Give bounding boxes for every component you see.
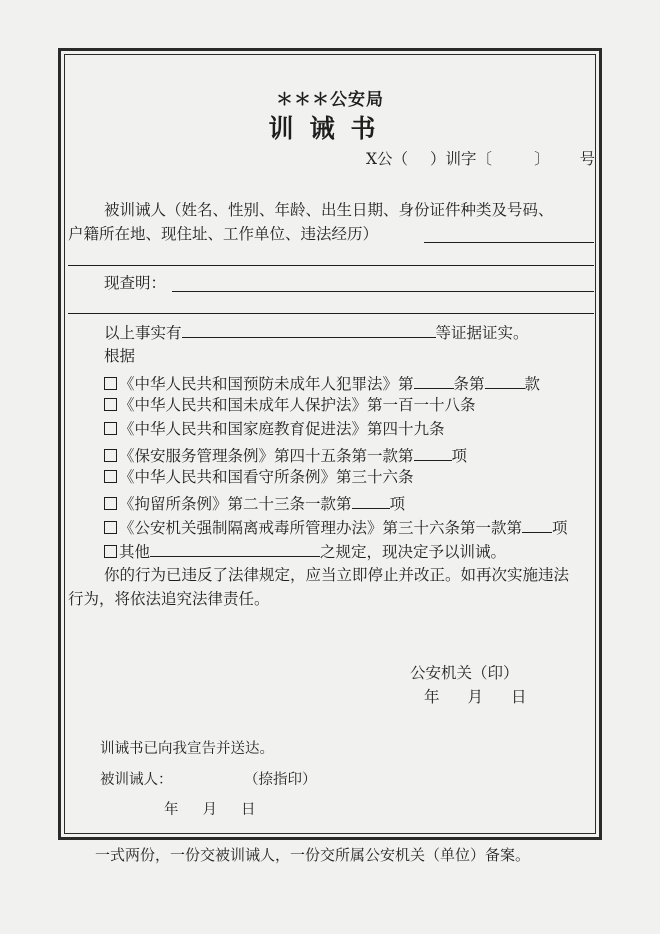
law-checkbox-7[interactable] bbox=[104, 521, 117, 534]
warning-text-2: 行为，将依法追究法律责任。 bbox=[68, 590, 270, 608]
law-item-field-6[interactable] bbox=[352, 494, 390, 509]
law-option-4: 《保安服务管理条例》第四十五条第一款第 项 bbox=[104, 446, 467, 465]
fingerprint-label: （捺指印） bbox=[244, 772, 317, 788]
finding-label: 现查明： bbox=[104, 274, 167, 292]
inner-border bbox=[64, 54, 596, 834]
police-authority-seal: 公安机关（印） bbox=[410, 664, 519, 682]
law-item-field-7[interactable] bbox=[522, 518, 552, 533]
basis-label: 根据 bbox=[104, 347, 136, 365]
law-checkbox-4[interactable] bbox=[104, 449, 117, 462]
finding-field-line[interactable] bbox=[68, 313, 594, 314]
law-article-field[interactable] bbox=[414, 374, 454, 389]
other-law-field[interactable] bbox=[150, 542, 320, 557]
evidence-statement: 以上事实有 等证据证实。 bbox=[104, 324, 529, 342]
law-option-1: 《中华人民共和国预防未成年人犯罪法》第 条第 款 bbox=[104, 374, 540, 393]
law-option-2: 《中华人民共和国未成年人保护法》第一百一十八条 bbox=[104, 398, 476, 414]
law-option-other: 其他 之规定，现决定予以训诫。 bbox=[104, 542, 506, 561]
law-checkbox-other[interactable] bbox=[104, 545, 117, 558]
footer-note: 一式两份，一份交被训诫人，一份交所属公安机关（单位）备案。 bbox=[95, 846, 531, 864]
finding-field[interactable] bbox=[172, 291, 594, 292]
issuing-agency: ＊＊＊公安局 bbox=[276, 90, 384, 110]
document-title: 训诫书 bbox=[268, 114, 392, 143]
law-checkbox-5[interactable] bbox=[104, 470, 117, 483]
signer-label: 被训诫人： bbox=[100, 772, 173, 788]
subject-info-field-line[interactable] bbox=[68, 265, 594, 266]
law-clause-field[interactable] bbox=[485, 374, 525, 389]
law-checkbox-1[interactable] bbox=[104, 377, 117, 390]
law-option-5: 《中华人民共和国看守所条例》第三十六条 bbox=[104, 470, 414, 486]
document-number: X公（ ）训字〔 〕 号 bbox=[366, 150, 596, 168]
law-option-6: 《拘留所条例》第二十三条一款第 项 bbox=[104, 494, 405, 513]
subject-info-label-2: 户籍所在地、现住址、工作单位、违法经历） bbox=[68, 225, 379, 243]
subject-info-label-1: 被训诫人（姓名、性别、年龄、出生日期、身份证件种类及号码、 bbox=[104, 201, 554, 219]
receipt-statement: 训诫书已向我宣告并送达。 bbox=[100, 741, 274, 757]
receipt-date: 年 月 日 bbox=[164, 802, 256, 818]
subject-info-field[interactable] bbox=[424, 242, 594, 243]
issue-date: 年 月 日 bbox=[424, 688, 527, 706]
law-option-7: 《公安机关强制隔离戒毒所管理办法》第三十六条第一款第 项 bbox=[104, 518, 568, 537]
law-checkbox-3[interactable] bbox=[104, 422, 117, 435]
law-item-field-4[interactable] bbox=[414, 446, 452, 461]
law-option-3: 《中华人民共和国家庭教育促进法》第四十九条 bbox=[104, 422, 445, 438]
evidence-field[interactable] bbox=[182, 323, 436, 338]
warning-text-1: 你的行为已违反了法律规定，应当立即停止并改正。如再次实施违法 bbox=[104, 566, 570, 584]
law-checkbox-2[interactable] bbox=[104, 398, 117, 411]
law-checkbox-6[interactable] bbox=[104, 497, 117, 510]
